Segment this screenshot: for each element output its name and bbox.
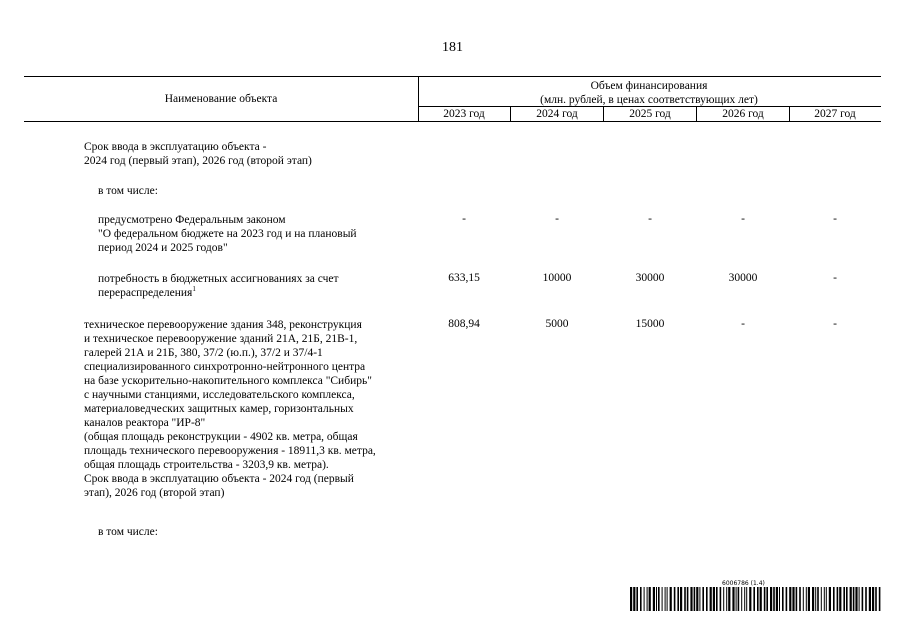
barcode-bar <box>684 587 686 611</box>
barcode-bar <box>862 587 864 611</box>
table-row <box>98 525 158 539</box>
barcode-bar <box>687 587 689 611</box>
barcode-bar <box>760 587 762 611</box>
barcode-bar <box>865 587 867 611</box>
barcode-bar <box>680 587 682 611</box>
barcode-bar <box>633 587 635 611</box>
barcode <box>630 587 882 611</box>
barcode-bar <box>850 587 852 611</box>
barcode-bar <box>674 587 676 611</box>
barcode-bar <box>859 587 860 611</box>
year-header-2024: 2024 год <box>536 108 578 120</box>
value-2027: - <box>833 272 837 284</box>
barcode-bar <box>736 587 737 611</box>
barcode-bar <box>749 587 751 611</box>
barcode-bar <box>728 587 730 611</box>
page-number: 181 <box>442 40 463 55</box>
value-2025: - <box>648 213 652 225</box>
barcode-bar <box>782 587 784 611</box>
year-header-2025: 2025 год <box>629 108 671 120</box>
barcode-bar <box>799 587 801 611</box>
value-2026: - <box>741 318 745 330</box>
row-text-line: общая площадь строительства - 3203,9 кв. метра). <box>84 459 329 471</box>
row-text-line: в том числе: <box>98 185 158 197</box>
barcode-bar <box>789 587 791 611</box>
barcode-bar <box>779 587 780 611</box>
year-header-2023: 2023 год <box>443 108 485 120</box>
object-name-header: Наименование объекта <box>164 93 278 105</box>
row-text-line: материаловедческих защитных камер, горизонтальных <box>84 403 354 415</box>
barcode-bar <box>757 587 759 611</box>
barcode-bar <box>710 587 712 611</box>
barcode-bar <box>869 587 871 611</box>
barcode-bar <box>815 587 816 611</box>
barcode-bar <box>640 587 642 611</box>
row-text-line: период 2024 и 2025 годов" <box>98 242 228 254</box>
table-row <box>98 272 339 300</box>
row-text-line: галерей 21А и 21Б, 380, 37/2 (ю.п.), 37/2 и 37/4-1 <box>84 347 323 359</box>
barcode-bar <box>738 587 740 611</box>
barcode-bar <box>726 587 727 611</box>
barcode-bar <box>872 587 874 611</box>
financing-header-line1: Объем финансирования <box>590 80 708 92</box>
barcode-bar <box>875 587 877 611</box>
value-2026: - <box>741 213 745 225</box>
row-text-line: и техническое перевооружение зданий 21А, 21Б, 21В-1, <box>84 333 358 345</box>
barcode-bar <box>647 587 648 611</box>
barcode-bar <box>812 587 814 611</box>
financing-header <box>418 79 880 107</box>
barcode-bar <box>706 587 708 611</box>
barcode-bar <box>776 587 778 611</box>
barcode-bar <box>879 587 881 611</box>
barcode-bar <box>658 587 660 611</box>
barcode-bar <box>636 587 638 611</box>
barcode-bar <box>662 587 663 611</box>
row-text-line: "О федеральном бюджете на 2023 год и на плановый <box>98 228 357 240</box>
barcode-bar <box>716 587 718 611</box>
row-text-line: Срок ввода в эксплуатацию объекта - 2024 год (первый <box>84 473 354 485</box>
row-text-line: 2024 год (первый этап), 2026 год (второй этап) <box>84 155 312 167</box>
value-2025: 30000 <box>635 272 665 284</box>
row-text-line: предусмотрено Федеральным законом <box>98 214 286 226</box>
barcode-bar <box>746 587 747 611</box>
value-2023: 808,94 <box>448 318 480 330</box>
barcode-bar <box>824 587 825 611</box>
row-text-line: специализированного синхротронно-нейтронного центра <box>84 361 366 373</box>
row-text-line: каналов реактора "ИР-8" <box>84 417 206 429</box>
row-text-line: с научными станциями, исследовательского комплекса, <box>84 389 355 401</box>
barcode-bar <box>677 587 679 611</box>
barcode-bar <box>653 587 655 611</box>
barcode-bar <box>846 587 848 611</box>
barcode-bar <box>753 587 755 611</box>
barcode-bar <box>764 587 766 611</box>
barcode-bar <box>786 587 788 611</box>
barcode-bar <box>741 587 742 611</box>
barcode-bar <box>833 587 835 611</box>
barcode-bar <box>806 587 807 611</box>
table-row <box>84 318 376 500</box>
barcode-bar <box>773 587 775 611</box>
barcode-bar <box>670 587 672 611</box>
row-text-line: в том числе: <box>98 526 158 538</box>
barcode-bar <box>839 587 841 611</box>
barcode-bar <box>702 587 704 611</box>
row-text-line: площадь технического перевооружения - 18911,3 кв. метра, <box>84 445 376 457</box>
row-text-line: этап), 2026 год (второй этап) <box>84 487 225 499</box>
row-text-line: (общая площадь реконструкции - 4902 кв. метра, общая <box>84 431 358 443</box>
barcode-bar <box>829 587 831 611</box>
barcode-bar <box>837 587 839 611</box>
barcode-bar <box>796 587 798 611</box>
value-2026: 30000 <box>728 272 758 284</box>
barcode-bar <box>826 587 827 611</box>
value-2023: 633,15 <box>448 272 480 284</box>
row-text-line: техническое перевооружение здания 348, реконструкция <box>84 319 362 331</box>
table-top-border <box>24 76 881 77</box>
barcode-bar <box>821 587 822 611</box>
barcode-bar <box>644 587 645 611</box>
barcode-bar <box>699 587 700 611</box>
barcode-bar <box>649 587 651 611</box>
row-text-line: на базе ускорительно-накопительного комплекса "Сибирь" <box>84 375 372 387</box>
barcode-bar <box>667 587 668 611</box>
barcode-bar <box>770 587 772 611</box>
barcode-bar <box>630 587 632 611</box>
table-row <box>98 184 158 198</box>
barcode-bar <box>732 587 734 611</box>
barcode-bar <box>694 587 696 611</box>
barcode-bar <box>720 587 722 611</box>
barcode-bar <box>853 587 855 611</box>
value-2024: - <box>555 213 559 225</box>
barcode-bar <box>744 587 745 611</box>
barcode-bar <box>843 587 845 611</box>
financing-header-line2: (млн. рублей, в ценах соответствующих лет) <box>540 94 758 106</box>
year-header-2027: 2027 год <box>814 108 856 120</box>
value-2025: 15000 <box>635 318 665 330</box>
value-2027: - <box>833 213 837 225</box>
barcode-bar <box>766 587 768 611</box>
value-2027: - <box>833 318 837 330</box>
barcode-bar <box>792 587 794 611</box>
barcode-number: 6006786 (1.4) <box>722 580 765 587</box>
barcode-bar <box>713 587 715 611</box>
value-2024: 10000 <box>542 272 572 284</box>
barcode-bar <box>855 587 857 611</box>
table-header-bottom-border <box>24 121 881 122</box>
barcode-bar <box>696 587 698 611</box>
value-2023: - <box>462 213 466 225</box>
row-text-line: перераспределения <box>98 287 193 299</box>
table-row <box>84 140 312 168</box>
barcode-bar <box>665 587 666 611</box>
barcode-bar <box>723 587 724 611</box>
value-2024: 5000 <box>545 318 569 330</box>
barcode-bar <box>690 587 692 611</box>
year-header-2026: 2026 год <box>722 108 764 120</box>
row-text-line: Срок ввода в эксплуатацию объекта - <box>84 141 267 153</box>
barcode-bar <box>817 587 819 611</box>
barcode-bar <box>808 587 810 611</box>
barcode-bar <box>656 587 657 611</box>
table-row <box>98 213 357 255</box>
barcode-bar <box>803 587 804 611</box>
footnote-marker: 1 <box>192 285 196 294</box>
row-text-line: потребность в бюджетных ассигнованиях за счет <box>98 273 339 285</box>
